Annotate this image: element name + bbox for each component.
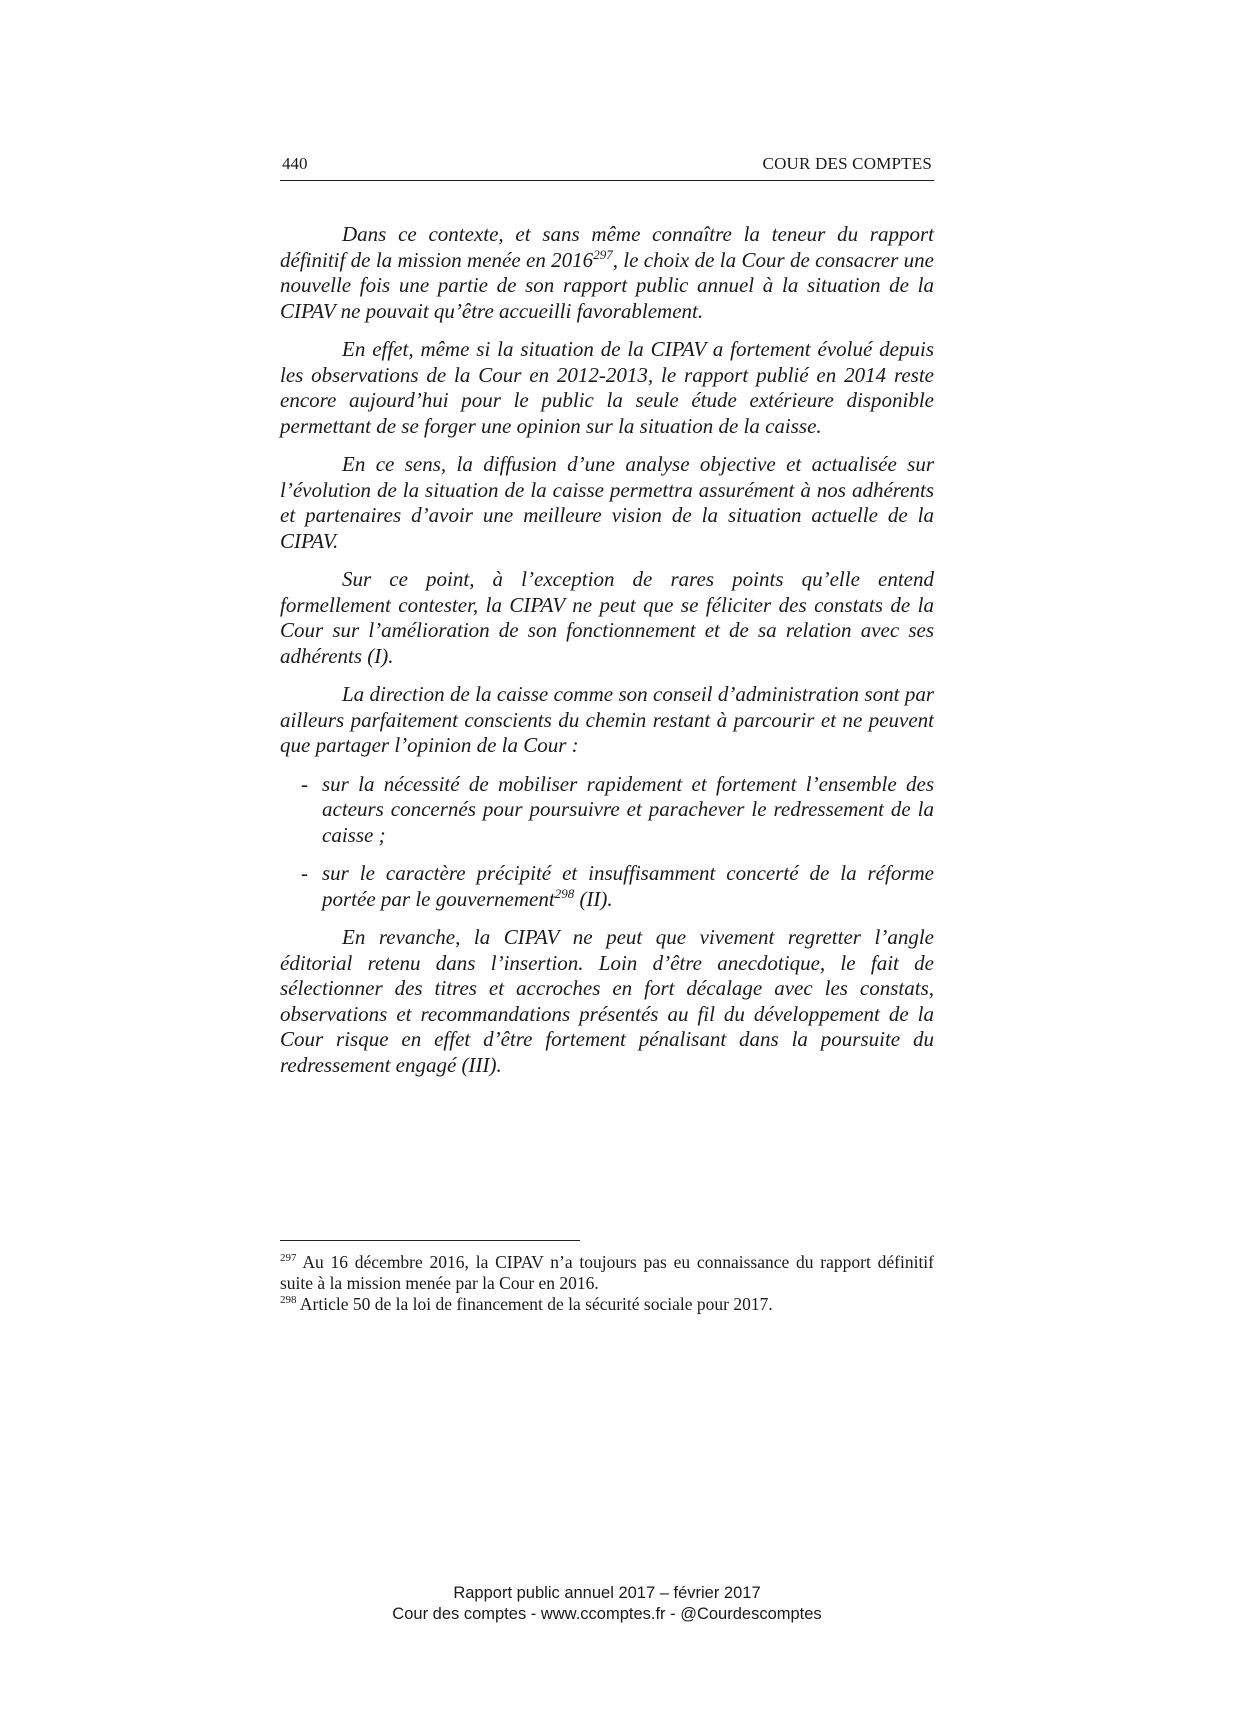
bullet-item-2-text-end: (II). — [574, 886, 613, 911]
page-number: 440 — [282, 154, 308, 173]
footnote-ref-298[interactable]: 298 — [554, 885, 575, 901]
bullet-item-1-text: sur la nécessité de mobiliser rapidement et fortement l’ensemble des acteurs concernés pour poursuivre et parachever le redressement de la caisse ; — [322, 771, 934, 847]
paragraph-3: En ce sens, la diffusion d’une analyse objective et actualisée sur l’évolution de la situation de la caisse permettra assurément à nos adhérents et partenaires d’avoir une meilleure vision de la situation actuelle de la CIPAV. — [280, 452, 934, 553]
paragraph-1-text-end: , le choix de la Cour de consacrer une nouvelle fois une partie de son rapport public annuel à la situation de la CIPAV ne pouvait qu’être accueilli favorablement. — [280, 247, 934, 323]
footnote-text: Au 16 décembre 2016, la CIPAV n’a toujours pas eu connaissance du rapport définitif suite à la mission menée par la Cour en 2016. — [280, 1252, 934, 1293]
footnote-number: 297 — [280, 1252, 297, 1264]
footnote-ref-297[interactable]: 297 — [593, 246, 613, 262]
paragraph-6: En revanche, la CIPAV ne peut que vivement regretter l’angle éditorial retenu dans l’insertion. Loin d’être anecdotique, le fait de sélectionner des titres et accroches en fort décalage avec les constats, observations et recommandations présentés au fil du développement de la Cour risque en effet d’être fortement pénalisant dans la poursuite du redressement engagé (III). — [280, 925, 934, 1077]
footnote-text: Article 50 de la loi de financement de la sécurité sociale pour 2017. — [296, 1294, 773, 1314]
page-footer — [280, 1583, 934, 1625]
paragraph-2: En effet, même si la situation de la CIPAV a fortement évolué depuis les observations de la Cour en 2012-2013, le rapport publié en 2014 reste encore aujourd’hui pour le public la seule étude extérieure disponible permettant de se forger une opinion sur la situation de la caisse. — [280, 337, 934, 438]
bullet-list — [280, 772, 934, 913]
running-title: COUR DES COMPTES — [762, 154, 932, 173]
bullet-item-2-text: sur le caractère précipité et insuffisamment concerté de la réforme portée par le gouvernement — [322, 861, 934, 911]
footnote-separator — [280, 1240, 580, 1241]
paragraph-4: Sur ce point, à l’exception de rares points qu’elle entend formellement contester, la CIPAV ne peut que se féliciter des constats de la Cour sur l’amélioration de son fonctionnement et de sa relation avec ses adhérents (I). — [280, 567, 934, 668]
footnote-298 — [280, 1294, 934, 1315]
paragraph-5: La direction de la caisse comme son conseil d’administration sont par ailleurs parfaitement conscients du chemin restant à parcourir et ne peuvent que partager l’opinion de la Cour : — [280, 682, 934, 757]
bullet-item-1 — [280, 772, 934, 849]
main-text — [280, 222, 934, 1091]
footnotes — [280, 1252, 934, 1315]
page-header — [280, 152, 934, 181]
bullet-item-2 — [280, 861, 934, 912]
footnote-number: 298 — [280, 1294, 297, 1306]
footnote-297 — [280, 1252, 934, 1294]
paragraph-1-text: Dans ce contexte, et sans même connaître la teneur du rapport définitif de la mission menée en 2016 — [280, 222, 934, 272]
footer-line-1: Rapport public annuel 2017 – février 2017 — [453, 1584, 761, 1602]
paragraph-1 — [280, 222, 934, 324]
footer-line-2: Cour des comptes - www.ccomptes.fr - @Courdescomptes — [392, 1605, 822, 1623]
bullet-marker: - — [301, 861, 308, 885]
bullet-marker: - — [301, 771, 308, 796]
